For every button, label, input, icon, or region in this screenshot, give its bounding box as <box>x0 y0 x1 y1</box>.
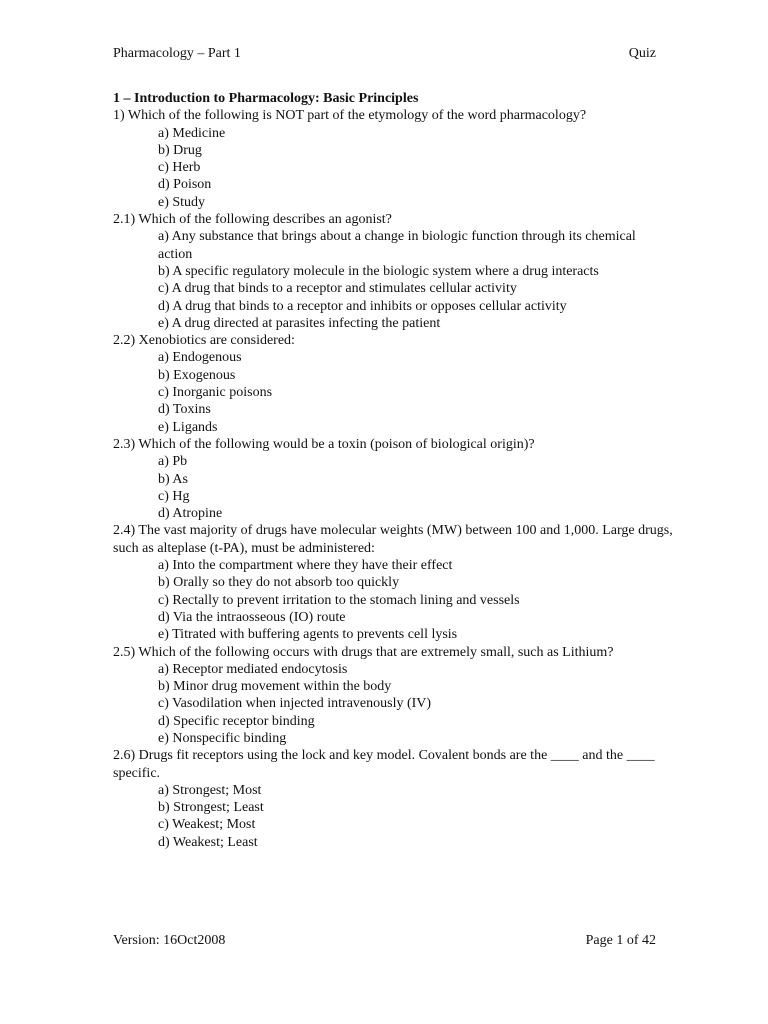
question-text: 2.6) Drugs fit receptors using the lock and key model. Covalent bonds are the ____ and the ____ specific. <box>113 748 655 781</box>
question-list <box>113 107 673 851</box>
question-block <box>113 436 673 522</box>
header-label: Quiz <box>628 46 656 61</box>
answer-option: e) Ligands <box>158 419 218 435</box>
question-text: 2.5) Which of the following occurs with drugs that are extremely small, such as Lithium? <box>113 644 614 660</box>
header-title: Pharmacology – Part 1 <box>113 46 241 61</box>
answer-option: b) Exogenous <box>158 367 236 383</box>
answer-option: c) Weakest; Most <box>158 817 256 833</box>
answer-options <box>113 125 673 211</box>
answer-option: a) Receptor mediated endocytosis <box>158 661 348 677</box>
question-block <box>113 747 673 851</box>
answer-options <box>113 453 673 522</box>
answer-option: c) Inorganic poisons <box>158 385 273 401</box>
answer-option: d) Via the intraosseous (IO) route <box>158 609 346 625</box>
question-block <box>113 107 673 211</box>
answer-option: c) Herb <box>158 160 201 176</box>
page-footer <box>113 932 656 949</box>
question-block <box>113 644 673 748</box>
answer-options <box>113 661 673 747</box>
question-block <box>113 522 673 643</box>
page-number: Page 1 of 42 <box>585 933 656 948</box>
answer-option: b) Minor drug movement within the body <box>158 679 392 695</box>
answer-option: a) Any substance that brings about a change in biologic function through its chemical action <box>158 229 636 262</box>
answer-option: a) Medicine <box>158 125 226 141</box>
answer-option: a) Endogenous <box>158 350 242 366</box>
answer-option: a) Into the compartment where they have their effect <box>158 558 453 574</box>
answer-option: d) A drug that binds to a receptor and inhibits or opposes cellular activity <box>158 298 567 314</box>
page-header <box>113 45 656 62</box>
answer-option: d) Weakest; Least <box>158 834 258 850</box>
answer-options <box>113 557 673 643</box>
answer-option: e) Titrated with buffering agents to prevents cell lysis <box>158 627 458 643</box>
question-block <box>113 332 673 436</box>
question-text: 2.4) The vast majority of drugs have molecular weights (MW) between 100 and 1,000. Large drugs, such as alteplase (t-PA), must be administered: <box>113 523 673 556</box>
answer-option: b) Drug <box>158 142 202 158</box>
answer-option: e) A drug directed at parasites infecting the patient <box>158 315 441 331</box>
question-text: 1) Which of the following is NOT part of the etymology of the word pharmacology? <box>113 108 587 124</box>
answer-options <box>113 782 673 851</box>
answer-option: b) A specific regulatory molecule in the biologic system where a drug interacts <box>158 263 599 279</box>
answer-option: e) Nonspecific binding <box>158 730 287 746</box>
version-label: Version: 16Oct2008 <box>113 933 226 948</box>
quiz-content <box>113 90 673 851</box>
answer-option: d) Toxins <box>158 402 211 418</box>
answer-option: b) Strongest; Least <box>158 800 264 816</box>
answer-option: d) Atropine <box>158 506 223 522</box>
question-text: 2.1) Which of the following describes an agonist? <box>113 212 392 228</box>
answer-option: d) Poison <box>158 177 212 193</box>
answer-option: e) Study <box>158 194 206 210</box>
answer-option: a) Strongest; Most <box>158 782 262 798</box>
answer-option: c) Vasodilation when injected intravenously (IV) <box>158 696 432 712</box>
answer-option: b) Orally so they do not absorb too quickly <box>158 575 400 591</box>
answer-option: c) A drug that binds to a receptor and stimulates cellular activity <box>158 281 517 297</box>
answer-option: c) Hg <box>158 488 190 504</box>
answer-options <box>113 228 673 332</box>
question-text: 2.3) Which of the following would be a toxin (poison of biological origin)? <box>113 436 535 452</box>
answer-option: b) As <box>158 471 188 487</box>
answer-options <box>113 349 673 435</box>
question-block <box>113 211 673 332</box>
answer-option: c) Rectally to prevent irritation to the stomach lining and vessels <box>158 592 520 608</box>
answer-option: a) Pb <box>158 454 188 470</box>
answer-option: d) Specific receptor binding <box>158 713 315 729</box>
section-title: 1 – Introduction to Pharmacology: Basic Principles <box>113 91 419 106</box>
question-text: 2.2) Xenobiotics are considered: <box>113 333 295 349</box>
